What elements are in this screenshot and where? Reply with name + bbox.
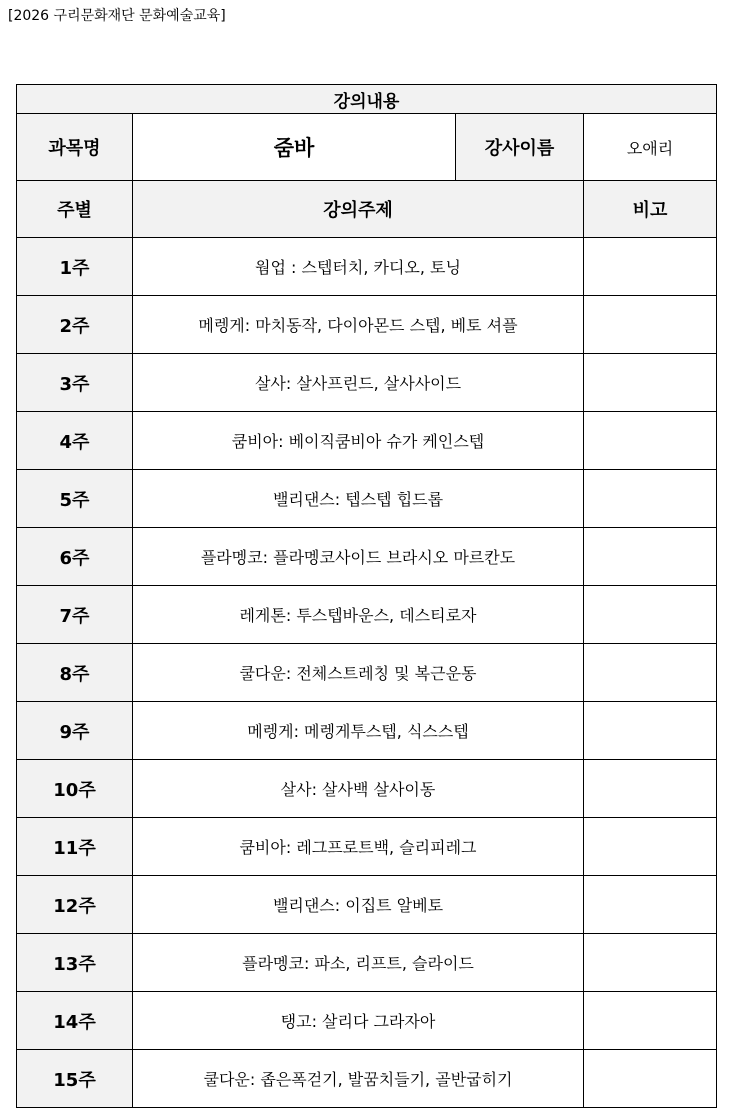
week-topic: 레게톤: 투스텝바운스, 데스티로자 xyxy=(133,586,584,644)
week-number: 7주 xyxy=(17,586,133,644)
table-row xyxy=(17,876,717,934)
table-row xyxy=(17,934,717,992)
course-name-label: 과목명 xyxy=(17,114,133,181)
week-number: 2주 xyxy=(17,296,133,354)
document-header: [2026 구리문화재단 문화예술교육] xyxy=(8,8,226,24)
week-number: 14주 xyxy=(17,992,133,1050)
week-number: 1주 xyxy=(17,238,133,296)
week-note xyxy=(584,586,717,644)
table-row xyxy=(17,1050,717,1108)
week-topic: 플라멩코: 파소, 리프트, 슬라이드 xyxy=(133,934,584,992)
table-row xyxy=(17,586,717,644)
table-row xyxy=(17,760,717,818)
week-topic: 플라멩코: 플라멩코사이드 브라시오 마르칸도 xyxy=(133,528,584,586)
week-number: 8주 xyxy=(17,644,133,702)
table-row xyxy=(17,702,717,760)
table-row xyxy=(17,412,717,470)
table-row xyxy=(17,644,717,702)
week-number: 11주 xyxy=(17,818,133,876)
week-topic: 메렝게: 마치동작, 다이아몬드 스텝, 베토 셔플 xyxy=(133,296,584,354)
week-note xyxy=(584,528,717,586)
week-number: 5주 xyxy=(17,470,133,528)
column-header-note: 비고 xyxy=(584,181,717,238)
week-note xyxy=(584,470,717,528)
table-row xyxy=(17,528,717,586)
week-number: 12주 xyxy=(17,876,133,934)
week-topic: 메렝게: 메렝게투스텝, 식스스텝 xyxy=(133,702,584,760)
week-topic: 살사: 살사프린드, 살사사이드 xyxy=(133,354,584,412)
syllabus-table xyxy=(16,84,717,1108)
week-note xyxy=(584,238,717,296)
week-note xyxy=(584,1050,717,1108)
week-number: 9주 xyxy=(17,702,133,760)
week-note xyxy=(584,760,717,818)
table-row xyxy=(17,470,717,528)
column-header-row xyxy=(17,181,717,238)
week-note xyxy=(584,644,717,702)
week-topic: 쿰비아: 레그프로트백, 슬리피레그 xyxy=(133,818,584,876)
week-topic: 살사: 살사백 살사이동 xyxy=(133,760,584,818)
table-row xyxy=(17,354,717,412)
week-note xyxy=(584,354,717,412)
week-topic: 밸리댄스: 텝스텝 힙드롭 xyxy=(133,470,584,528)
course-name: 줌바 xyxy=(133,114,456,181)
week-note xyxy=(584,702,717,760)
column-header-week: 주별 xyxy=(17,181,133,238)
week-note xyxy=(584,992,717,1050)
week-note xyxy=(584,934,717,992)
week-number: 13주 xyxy=(17,934,133,992)
week-topic: 쿨다운: 전체스트레칭 및 복근운동 xyxy=(133,644,584,702)
table-title-row xyxy=(17,85,717,114)
table-row xyxy=(17,992,717,1050)
table-row xyxy=(17,296,717,354)
week-note xyxy=(584,818,717,876)
table-row xyxy=(17,238,717,296)
table-title: 강의내용 xyxy=(17,85,717,114)
week-number: 15주 xyxy=(17,1050,133,1108)
week-note xyxy=(584,296,717,354)
column-header-topic: 강의주제 xyxy=(133,181,584,238)
table-row xyxy=(17,818,717,876)
week-topic: 쿨다운: 좁은폭걷기, 발꿈치들기, 골반굽히기 xyxy=(133,1050,584,1108)
instructor-label: 강사이름 xyxy=(456,114,584,181)
week-number: 6주 xyxy=(17,528,133,586)
week-topic: 탱고: 살리다 그라자아 xyxy=(133,992,584,1050)
week-number: 3주 xyxy=(17,354,133,412)
week-note xyxy=(584,876,717,934)
week-topic: 밸리댄스: 이집트 알베토 xyxy=(133,876,584,934)
week-topic: 쿰비아: 베이직쿰비아 슈가 케인스텝 xyxy=(133,412,584,470)
week-topic: 웜업 : 스텝터치, 카디오, 토닝 xyxy=(133,238,584,296)
course-info-row xyxy=(17,114,717,181)
instructor-name: 오애리 xyxy=(584,114,717,181)
week-number: 4주 xyxy=(17,412,133,470)
week-number: 10주 xyxy=(17,760,133,818)
week-note xyxy=(584,412,717,470)
